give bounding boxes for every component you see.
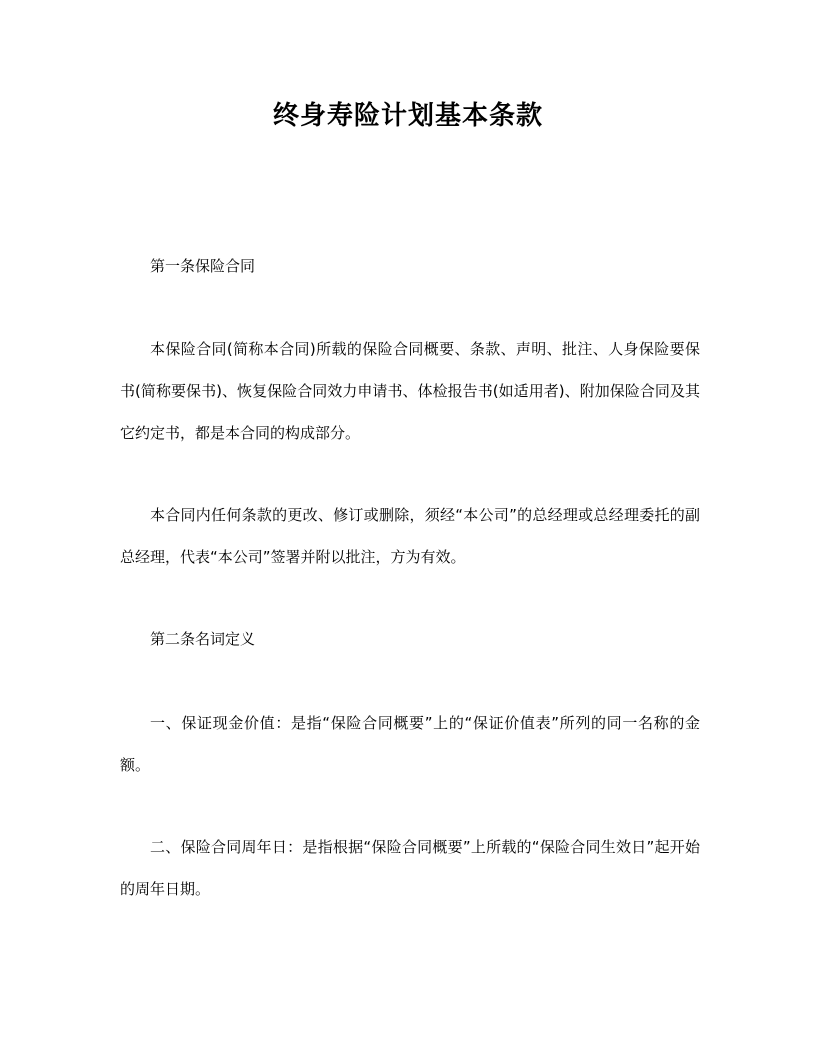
section-heading-2: 第二条名词定义	[150, 630, 256, 648]
document-title: 终身寿险计划基本条款	[272, 101, 543, 131]
definition-item-2: 二、保险合同周年日：是指根据“保险合同概要”上所载的“保险合同生效日”起开始的周年日期。	[120, 838, 700, 898]
section-1-paragraph-2: 本合同内任何条款的更改、修订或删除，须经“本公司”的总经理或总经理委托的副总经理，代表“本公司”签署并附以批注，方为有效。	[120, 506, 700, 566]
section-1-paragraph-1: 本保险合同(简称本合同)所载的保险合同概要、条款、声明、批注、人身保险要保书(简称要保书)、恢复保险合同效力申请书、体检报告书(如适用者)、附加保险合同及其它约定书，都是本合同的构成部分。	[120, 340, 700, 442]
section-heading-1: 第一条保险合同	[150, 257, 256, 275]
definition-item-1: 一、保证现金价值：是指“保险合同概要”上的“保证价值表”所列的同一名称的金额。	[120, 714, 700, 774]
